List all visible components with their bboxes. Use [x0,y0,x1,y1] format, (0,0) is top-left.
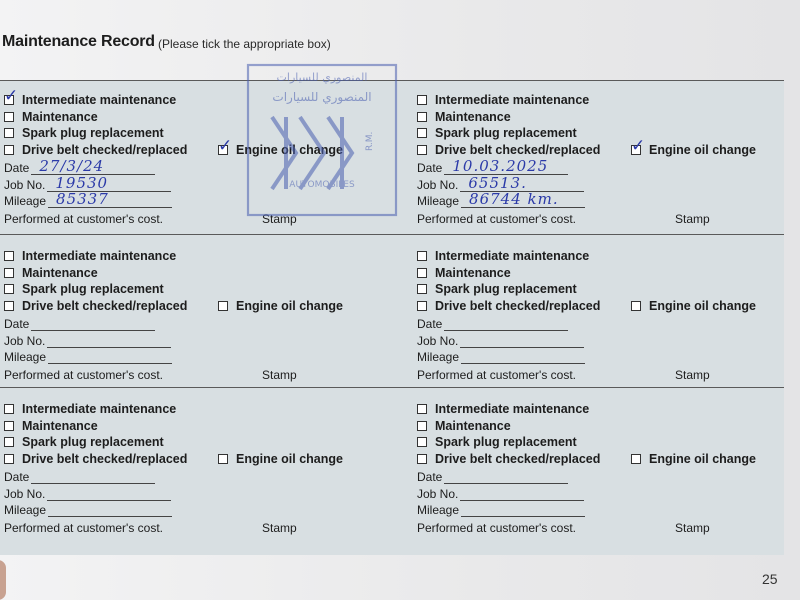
checkbox-row-spark [417,434,577,450]
field-line-date[interactable] [444,317,568,331]
field-line-job[interactable] [47,487,171,501]
checkbox-row-engine [631,135,756,158]
thumb-edge [0,560,6,600]
checkbox-label-engine: Engine oil change [649,451,756,466]
tick-mark-icon: ✓ [218,135,233,156]
field-mileage [417,502,585,517]
field-line-date[interactable] [31,157,155,175]
checkbox-engine[interactable] [218,301,228,311]
stamp-label: Stamp [262,368,297,382]
field-line-mileage[interactable] [461,190,585,208]
tick-mark-icon: ✓ [631,135,646,156]
field-label-mileage: Mileage [4,350,47,364]
checkbox-spark[interactable] [4,128,14,138]
checkbox-label-spark: Spark plug replacement [22,435,164,449]
checkbox-label-intermediate: Intermediate maintenance [22,93,177,107]
field-label-mileage: Mileage [417,503,460,517]
checkbox-maintenance[interactable] [4,268,14,278]
checkbox-row-spark [4,434,164,450]
field-line-date[interactable] [31,470,155,484]
checkbox-row-drive [4,298,187,314]
checkbox-spark[interactable] [417,437,427,447]
customer-cost-note: Performed at customer's cost. [4,212,164,226]
field-label-job: Job No. [417,486,459,501]
checkbox-label-intermediate: Intermediate maintenance [435,249,590,263]
field-line-job[interactable] [460,334,584,348]
maintenance-record-2 [417,92,797,242]
checkbox-maintenance[interactable] [417,421,427,431]
checkbox-label-intermediate: Intermediate maintenance [435,93,590,107]
field-job [4,486,171,501]
checkbox-label-spark: Spark plug replacement [435,126,577,140]
page-number: 25 [762,571,778,587]
field-label-mileage: Mileage [417,350,460,364]
checkbox-label-spark: Spark plug replacement [22,282,164,296]
checkbox-row-drive [4,451,187,467]
checkbox-drive[interactable] [4,301,14,311]
field-mileage [417,349,585,364]
checkbox-label-maintenance: Maintenance [435,109,511,124]
checkbox-engine[interactable] [218,454,228,464]
checkbox-row-maintenance [417,265,511,281]
handwritten-date: 10.03.2025 [452,157,549,175]
checkbox-row-drive [417,451,600,467]
checkbox-intermediate[interactable] [4,404,14,414]
checkbox-drive[interactable] [4,145,14,155]
checkbox-spark[interactable] [417,128,427,138]
field-mileage [4,190,172,208]
checkbox-row-maintenance [4,109,98,125]
checkbox-label-drive: Drive belt checked/replaced [22,298,188,313]
field-date [417,469,568,484]
checkbox-label-intermediate: Intermediate maintenance [22,402,177,416]
checkbox-label-drive: Drive belt checked/replaced [435,298,601,313]
checkbox-row-intermediate [4,86,177,108]
customer-cost-note: Performed at customer's cost. [4,521,164,535]
field-label-mileage: Mileage [4,194,47,208]
field-label-job: Job No. [417,333,459,348]
field-date [417,316,568,331]
customer-cost-note: Performed at customer's cost. [417,521,577,535]
handwritten-job: 65513. [468,173,527,192]
checkbox-label-drive: Drive belt checked/replaced [435,142,601,157]
maintenance-record-3 [4,248,384,398]
checkbox-row-maintenance [4,418,98,434]
checkbox-label-engine: Engine oil change [236,142,343,157]
field-label-date: Date [4,317,30,331]
checkbox-row-spark [4,281,164,297]
field-line-date[interactable] [444,470,568,484]
field-label-job: Job No. [4,486,46,501]
checkbox-label-engine: Engine oil change [236,298,343,313]
field-label-date: Date [4,161,30,175]
checkbox-row-spark [417,281,577,297]
field-label-job: Job No. [4,333,46,348]
checkbox-maintenance[interactable] [4,421,14,431]
customer-cost-note: Performed at customer's cost. [4,368,164,382]
handwritten-date: 27/3/24 [39,157,105,175]
stamp-arabic-top: المنصوري للسيارات [276,71,368,84]
checkbox-row-intermediate [417,92,589,108]
checkbox-row-engine [218,298,343,314]
checkbox-label-intermediate: Intermediate maintenance [435,402,590,416]
field-line-job[interactable] [47,334,171,348]
field-label-mileage: Mileage [4,503,47,517]
checkbox-label-maintenance: Maintenance [435,418,511,433]
field-label-job: Job No. [4,177,46,192]
stamp-label: Stamp [262,521,297,535]
checkbox-intermediate[interactable] [4,86,19,106]
checkbox-drive[interactable] [417,301,427,311]
field-label-date: Date [4,470,30,484]
checkbox-row-engine [631,451,756,467]
checkbox-label-engine: Engine oil change [649,298,756,313]
stamp-label: Stamp [675,521,710,535]
checkbox-row-maintenance [417,109,511,125]
checkbox-row-engine [218,451,343,467]
field-line-mileage[interactable] [48,190,172,208]
handwritten-job: 19530 [55,173,109,192]
field-mileage [4,349,172,364]
checkbox-label-engine: Engine oil change [236,451,343,466]
checkbox-label-intermediate: Intermediate maintenance [22,249,177,263]
field-line-mileage[interactable] [48,350,172,364]
checkbox-engine[interactable] [631,301,641,311]
checkbox-row-spark [417,125,577,141]
field-date [417,157,568,175]
field-label-mileage: Mileage [417,194,460,208]
checkbox-row-maintenance [4,265,98,281]
maintenance-record-6 [417,401,797,551]
checkbox-label-spark: Spark plug replacement [435,435,577,449]
stamp-label: Stamp [675,212,710,226]
checkbox-label-maintenance: Maintenance [435,265,511,280]
checkbox-row-drive [417,142,600,158]
checkbox-row-drive [417,298,600,314]
checkbox-label-maintenance: Maintenance [22,265,98,280]
field-label-date: Date [417,317,443,331]
checkbox-spark[interactable] [4,437,14,447]
field-line-mileage[interactable] [461,503,585,517]
field-job [417,333,584,348]
checkbox-spark[interactable] [4,284,14,294]
checkbox-row-maintenance [417,418,511,434]
checkbox-row-intermediate [4,248,176,264]
stamp-label: Stamp [675,368,710,382]
checkbox-row-intermediate [4,401,176,417]
checkbox-label-drive: Drive belt checked/replaced [22,451,188,466]
checkbox-intermediate[interactable] [417,95,427,105]
field-date [4,469,155,484]
maintenance-record-5 [4,401,384,551]
field-line-mileage[interactable] [48,503,172,517]
field-line-mileage[interactable] [461,350,585,364]
checkbox-engine[interactable] [218,135,233,156]
field-line-date[interactable] [444,157,568,175]
checkbox-drive[interactable] [417,145,427,155]
page-title: Maintenance Record [2,33,155,50]
checkbox-drive[interactable] [417,454,427,464]
checkbox-row-intermediate [417,248,589,264]
field-label-date: Date [417,470,443,484]
checkbox-drive[interactable] [4,454,14,464]
field-job [417,486,584,501]
stamp-latin: AUTOMOBILES [289,180,355,190]
checkbox-label-spark: Spark plug replacement [22,126,164,140]
checkbox-spark[interactable] [417,284,427,294]
field-date [4,316,155,331]
dealer-stamp [244,59,400,219]
field-line-date[interactable] [31,317,155,331]
checkbox-label-drive: Drive belt checked/replaced [22,142,188,157]
field-mileage [417,190,585,208]
maintenance-record-4 [417,248,797,398]
checkbox-label-engine: Engine oil change [649,142,756,157]
field-date [4,157,155,175]
field-job [4,333,171,348]
checkbox-engine[interactable] [631,454,641,464]
field-line-job[interactable] [460,487,584,501]
stamp-initials: R.M. [365,131,375,151]
stamp-label: Stamp [262,212,297,226]
checkbox-intermediate[interactable] [4,251,14,261]
field-mileage [4,502,172,517]
checkbox-intermediate[interactable] [417,251,427,261]
page-subtitle: (Please tick the appropriate box) [158,37,331,51]
field-label-job: Job No. [417,177,459,192]
checkbox-row-spark [4,125,164,141]
checkbox-label-spark: Spark plug replacement [435,282,577,296]
checkbox-maintenance[interactable] [417,112,427,122]
checkbox-label-maintenance: Maintenance [22,418,98,433]
checkbox-label-drive: Drive belt checked/replaced [435,451,601,466]
checkbox-maintenance[interactable] [4,112,14,122]
checkbox-engine[interactable] [631,135,646,156]
customer-cost-note: Performed at customer's cost. [417,368,577,382]
tick-mark-icon: ✓ [4,86,19,106]
checkbox-row-drive [4,142,187,158]
checkbox-label-maintenance: Maintenance [22,109,98,124]
checkbox-intermediate[interactable] [417,404,427,414]
handwritten-mileage: 86744 km. [469,190,559,208]
checkbox-row-intermediate [417,401,589,417]
checkbox-row-engine [631,298,756,314]
handwritten-mileage: 85337 [56,190,109,208]
field-label-date: Date [417,161,443,175]
stamp-arabic-mid: المنصوري للسيارات [272,90,372,104]
checkbox-maintenance[interactable] [417,268,427,278]
customer-cost-note: Performed at customer's cost. [417,212,577,226]
